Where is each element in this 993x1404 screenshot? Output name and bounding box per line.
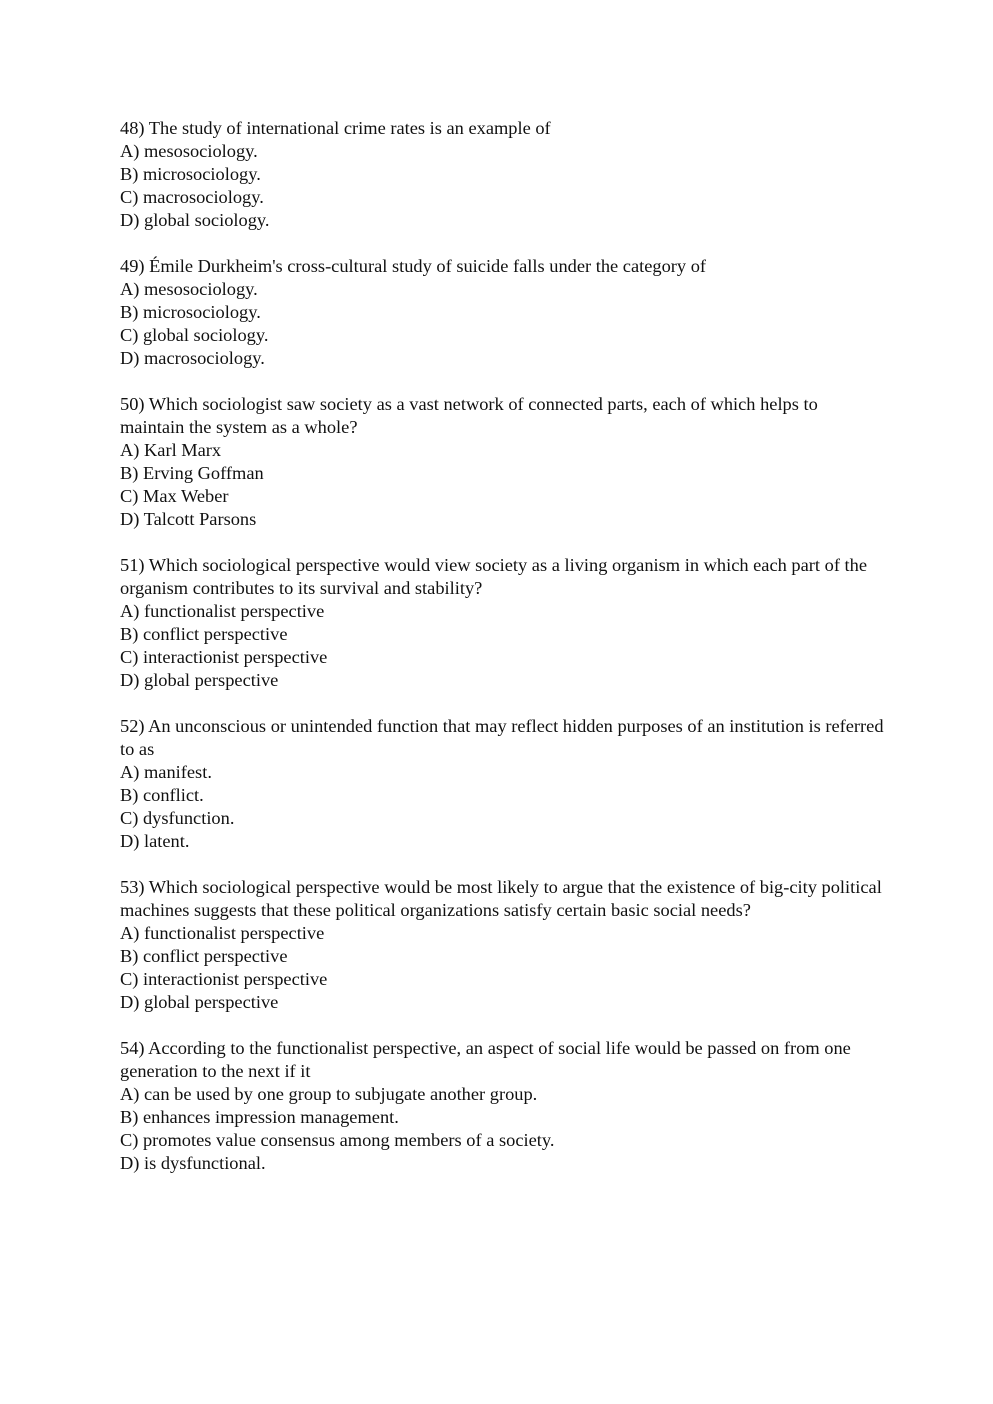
question-48 — [120, 117, 885, 232]
question-49 — [120, 255, 885, 370]
answer-option: D) global perspective — [120, 992, 279, 1012]
answer-option: A) manifest. — [120, 762, 212, 782]
answer-option: D) is dysfunctional. — [120, 1153, 266, 1173]
answer-option: C) interactionist perspective — [120, 647, 328, 667]
answer-option: B) conflict. — [120, 785, 204, 805]
question-stem: 49) Émile Durkheim's cross-cultural study of suicide falls under the category of — [120, 256, 707, 276]
answer-option: C) interactionist perspective — [120, 969, 328, 989]
answer-option: A) Karl Marx — [120, 440, 222, 460]
question-stem: 53) Which sociological perspective would be most likely to argue that the existence of big-city political machines suggests that these political organizations satisfy certain basic social needs? — [120, 877, 882, 920]
answer-option: A) can be used by one group to subjugate another group. — [120, 1084, 538, 1104]
answer-option: B) microsociology. — [120, 302, 261, 322]
answer-option: D) global sociology. — [120, 210, 270, 230]
answer-option: A) functionalist perspective — [120, 923, 325, 943]
question-stem: 54) According to the functionalist perspective, an aspect of social life would be passed on from one generation to the next if it — [120, 1038, 851, 1081]
answer-option: D) macrosociology. — [120, 348, 265, 368]
answer-option: C) Max Weber — [120, 486, 229, 506]
answer-option: B) conflict perspective — [120, 946, 288, 966]
question-54 — [120, 1037, 885, 1175]
answer-option: D) Talcott Parsons — [120, 509, 257, 529]
answer-option: C) global sociology. — [120, 325, 269, 345]
answer-option: B) conflict perspective — [120, 624, 288, 644]
document-page — [120, 117, 885, 1198]
answer-option: D) global perspective — [120, 670, 279, 690]
question-50 — [120, 393, 885, 531]
question-stem: 52) An unconscious or unintended function that may reflect hidden purposes of an institution is referred to as — [120, 716, 884, 759]
answer-option: B) microsociology. — [120, 164, 261, 184]
question-52 — [120, 715, 885, 853]
question-stem: 50) Which sociologist saw society as a vast network of connected parts, each of which helps to maintain the system as a whole? — [120, 394, 818, 437]
answer-option: A) functionalist perspective — [120, 601, 325, 621]
answer-option: C) dysfunction. — [120, 808, 235, 828]
answer-option: C) promotes value consensus among members of a society. — [120, 1130, 555, 1150]
answer-option: B) Erving Goffman — [120, 463, 264, 483]
question-51 — [120, 554, 885, 692]
answer-option: D) latent. — [120, 831, 190, 851]
answer-option: A) mesosociology. — [120, 279, 258, 299]
answer-option: B) enhances impression management. — [120, 1107, 399, 1127]
question-stem: 51) Which sociological perspective would view society as a living organism in which each part of the organism contributes to its survival and stability? — [120, 555, 868, 598]
question-53 — [120, 876, 885, 1014]
answer-option: C) macrosociology. — [120, 187, 264, 207]
answer-option: A) mesosociology. — [120, 141, 258, 161]
question-stem: 48) The study of international crime rates is an example of — [120, 118, 551, 138]
